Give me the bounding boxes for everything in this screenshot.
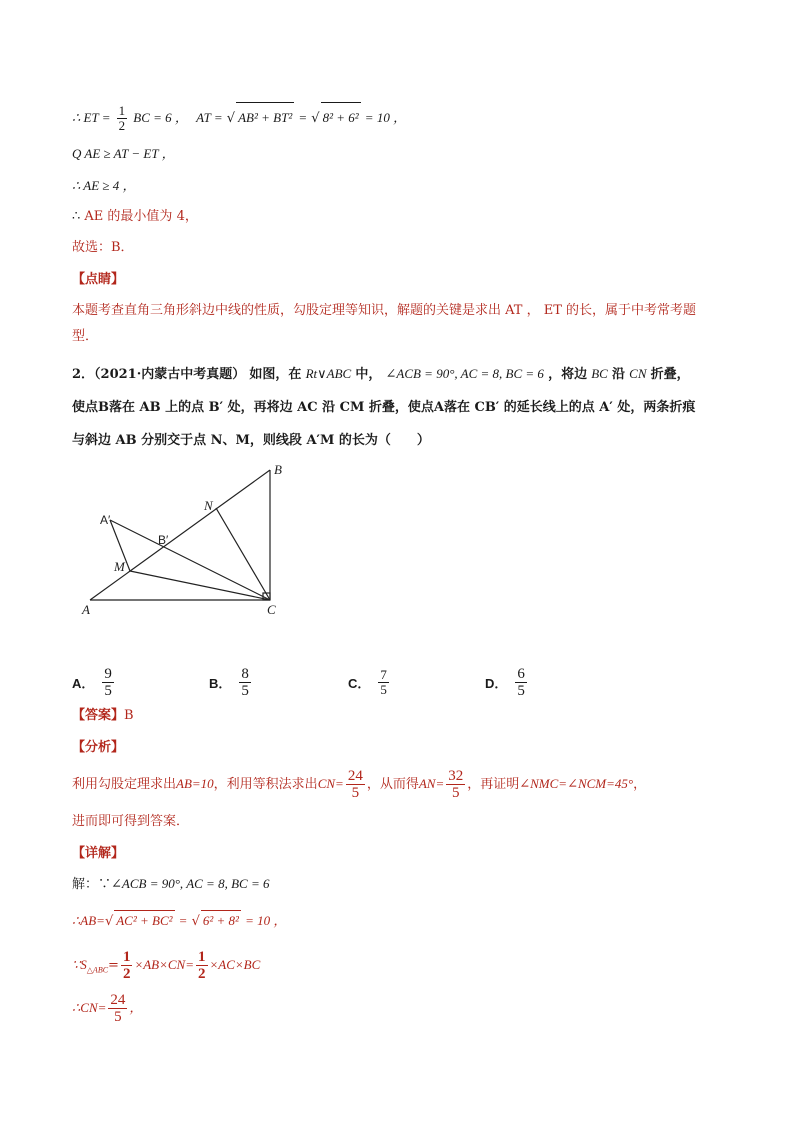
fraction-denominator: 5 (241, 682, 249, 699)
detail-math: ×AC×BC (209, 957, 261, 972)
choice-c[interactable] (348, 662, 391, 702)
analysis-text: ，从而得 (366, 777, 419, 792)
fraction-an (446, 768, 465, 801)
answer-choices (72, 662, 632, 702)
fraction-denominator: 2 (122, 966, 131, 982)
detail-math: ∵S (72, 957, 87, 972)
dianjing-heading: 【点睛】 (72, 272, 125, 287)
choice-fraction (102, 666, 114, 699)
detail-math: = (178, 913, 188, 928)
question-text: 中， (355, 367, 382, 382)
answer-value: B (124, 708, 134, 723)
sqrt-content: 8² + 6² (321, 102, 361, 133)
fraction-numerator: 24 (110, 992, 126, 1008)
fraction-numerator: 7 (380, 666, 387, 682)
question-text: ，将边 (548, 367, 588, 382)
fraction-cn (346, 768, 365, 801)
question-line-2: 使点B落在 AB 上的点 B′ 处，再将边 AC 沿 CM 折叠，使点A落在 CB′ 的延长线上的点 A′ 处，两条折痕 (72, 400, 696, 415)
fraction-numerator: 1 (122, 949, 131, 965)
answer-line (72, 706, 134, 726)
question-math: CN (629, 366, 647, 381)
detail-line-1 (72, 874, 269, 895)
label-B: B (274, 462, 282, 477)
solution-text: ∴ ET = (72, 110, 111, 125)
sqrt-content: AB² + BT² (236, 102, 294, 133)
analysis-line-2: 进而即可得到答案． (72, 814, 190, 829)
detail-line-2 (72, 910, 286, 932)
fraction-denominator: 2 (198, 966, 206, 982)
label-B-prime: B′ (158, 533, 169, 547)
choice-label: A． (72, 675, 95, 691)
label-A-prime: A′ (100, 513, 111, 527)
solution-line-2: Q AE ≥ AT − ET ， (72, 146, 175, 161)
choice-d[interactable] (485, 662, 529, 702)
fraction-denominator: 5 (346, 784, 365, 801)
analysis-text: 利用勾股定理求出 (72, 777, 177, 792)
sqrt-content: AC² + BC² (114, 910, 174, 931)
question-math: BC (591, 366, 608, 381)
detail-line-4 (72, 988, 142, 1028)
solution-text: = 10 ， (364, 110, 407, 125)
solution-line-3: ∴ AE ≥ 4 ， (72, 178, 136, 193)
detail-math: ， (129, 1000, 143, 1015)
fraction-denominator: 5 (517, 682, 525, 699)
answer-heading: 【答案】 (72, 708, 125, 723)
sqrt-sign: √ (311, 111, 320, 126)
solution-text: AE 的最小值为 4， (84, 209, 198, 224)
solution-line-4 (72, 207, 198, 227)
triangle-subscript: △ABC (86, 965, 109, 975)
fraction-numerator: 9 (104, 665, 112, 682)
analysis-heading: 【分析】 (72, 740, 125, 755)
detail-heading: 【详解】 (72, 846, 125, 861)
label-N: N (204, 498, 213, 513)
sqrt-sign: √ (191, 914, 200, 929)
question-line-3: 与斜边 AB 分别交于点 N、M，则线段 A′M 的长为（ ） (72, 433, 430, 448)
fraction-half (196, 949, 208, 982)
choice-fraction (515, 666, 527, 699)
fraction-denominator: 5 (446, 784, 465, 801)
question-math: ∠ACB = 90°, AC = 8, BC = 6 (385, 366, 544, 381)
analysis-text: ，再证明 (467, 777, 520, 792)
question-math: Rt∨ABC (305, 366, 352, 381)
fraction-numerator: 6 (517, 665, 525, 682)
fraction-half (117, 104, 128, 133)
dianjing-body: 本题考查直角三角形斜边中线的性质，勾股定理等知识，解题的关键是求出 AT ， ET 的长，属于中考常考题型． (72, 303, 697, 344)
analysis-line-1 (72, 764, 646, 804)
geometry-figure (72, 462, 312, 622)
sqrt-content: 6² + 8² (201, 910, 241, 931)
detail-math: = 10 ， (245, 913, 287, 928)
fraction-denominator: 2 (118, 118, 126, 133)
fraction-numerator: 1 (118, 103, 126, 118)
choice-fraction (378, 668, 389, 697)
analysis-math: AB=10 (176, 776, 214, 791)
sqrt-sign: √ (226, 111, 236, 126)
fraction-denominator: 5 (104, 682, 112, 699)
fraction-numerator: 1 (198, 949, 206, 965)
fraction-numerator: 8 (241, 665, 249, 682)
detail-line-3 (72, 947, 260, 983)
analysis-math: AN= (418, 776, 445, 791)
analysis-text: ，利用等积法求出 (213, 777, 318, 792)
fraction-numerator: 32 (448, 768, 464, 784)
detail-math: ∠ACB = 90°, AC = 8, BC = 6 (111, 876, 270, 891)
detail-math: ∴AB= (72, 913, 105, 928)
fraction-numerator: 24 (347, 768, 363, 784)
analysis-text: ， (633, 777, 647, 792)
solution-line-1 (72, 102, 406, 132)
solution-text: AT = (196, 110, 223, 125)
analysis-math: CN= (317, 776, 344, 791)
detail-text: 解：∵ (72, 877, 112, 892)
question-number: 2．（2021·内蒙古中考真题） (72, 367, 246, 382)
choice-b[interactable] (209, 662, 253, 702)
solution-text: = (298, 110, 308, 125)
segment-CM (130, 571, 270, 600)
segment-AB (90, 470, 270, 600)
choice-label: B． (209, 675, 232, 691)
sqrt-sign: √ (104, 914, 114, 929)
fraction-denominator: 5 (380, 681, 387, 697)
label-A: A (82, 602, 90, 617)
therefore-symbol: ∴ (72, 209, 81, 224)
question-text: 沿 (612, 367, 626, 382)
fraction-half (121, 949, 133, 982)
detail-math: ×AB×CN= (134, 957, 194, 972)
label-M: M (114, 559, 125, 574)
choice-a[interactable] (72, 662, 116, 702)
solution-text: BC = 6 ， (133, 110, 188, 125)
choice-label: C． (348, 675, 371, 691)
question-line-1 (72, 364, 690, 385)
choice-fraction (239, 666, 251, 699)
question-text: 如图，在 (249, 367, 302, 382)
fraction-denominator: 5 (108, 1008, 127, 1025)
detail-math: ∴CN= (72, 1000, 107, 1015)
detail-math: = (108, 958, 119, 973)
analysis-math: ∠NMC=∠NCM=45° (519, 776, 634, 791)
solution-line-5: 故选：B． (72, 240, 134, 255)
choice-label: D． (485, 675, 508, 691)
question-text: 折叠， (650, 367, 690, 382)
fraction-cn (108, 992, 127, 1025)
label-C: C (267, 602, 276, 617)
